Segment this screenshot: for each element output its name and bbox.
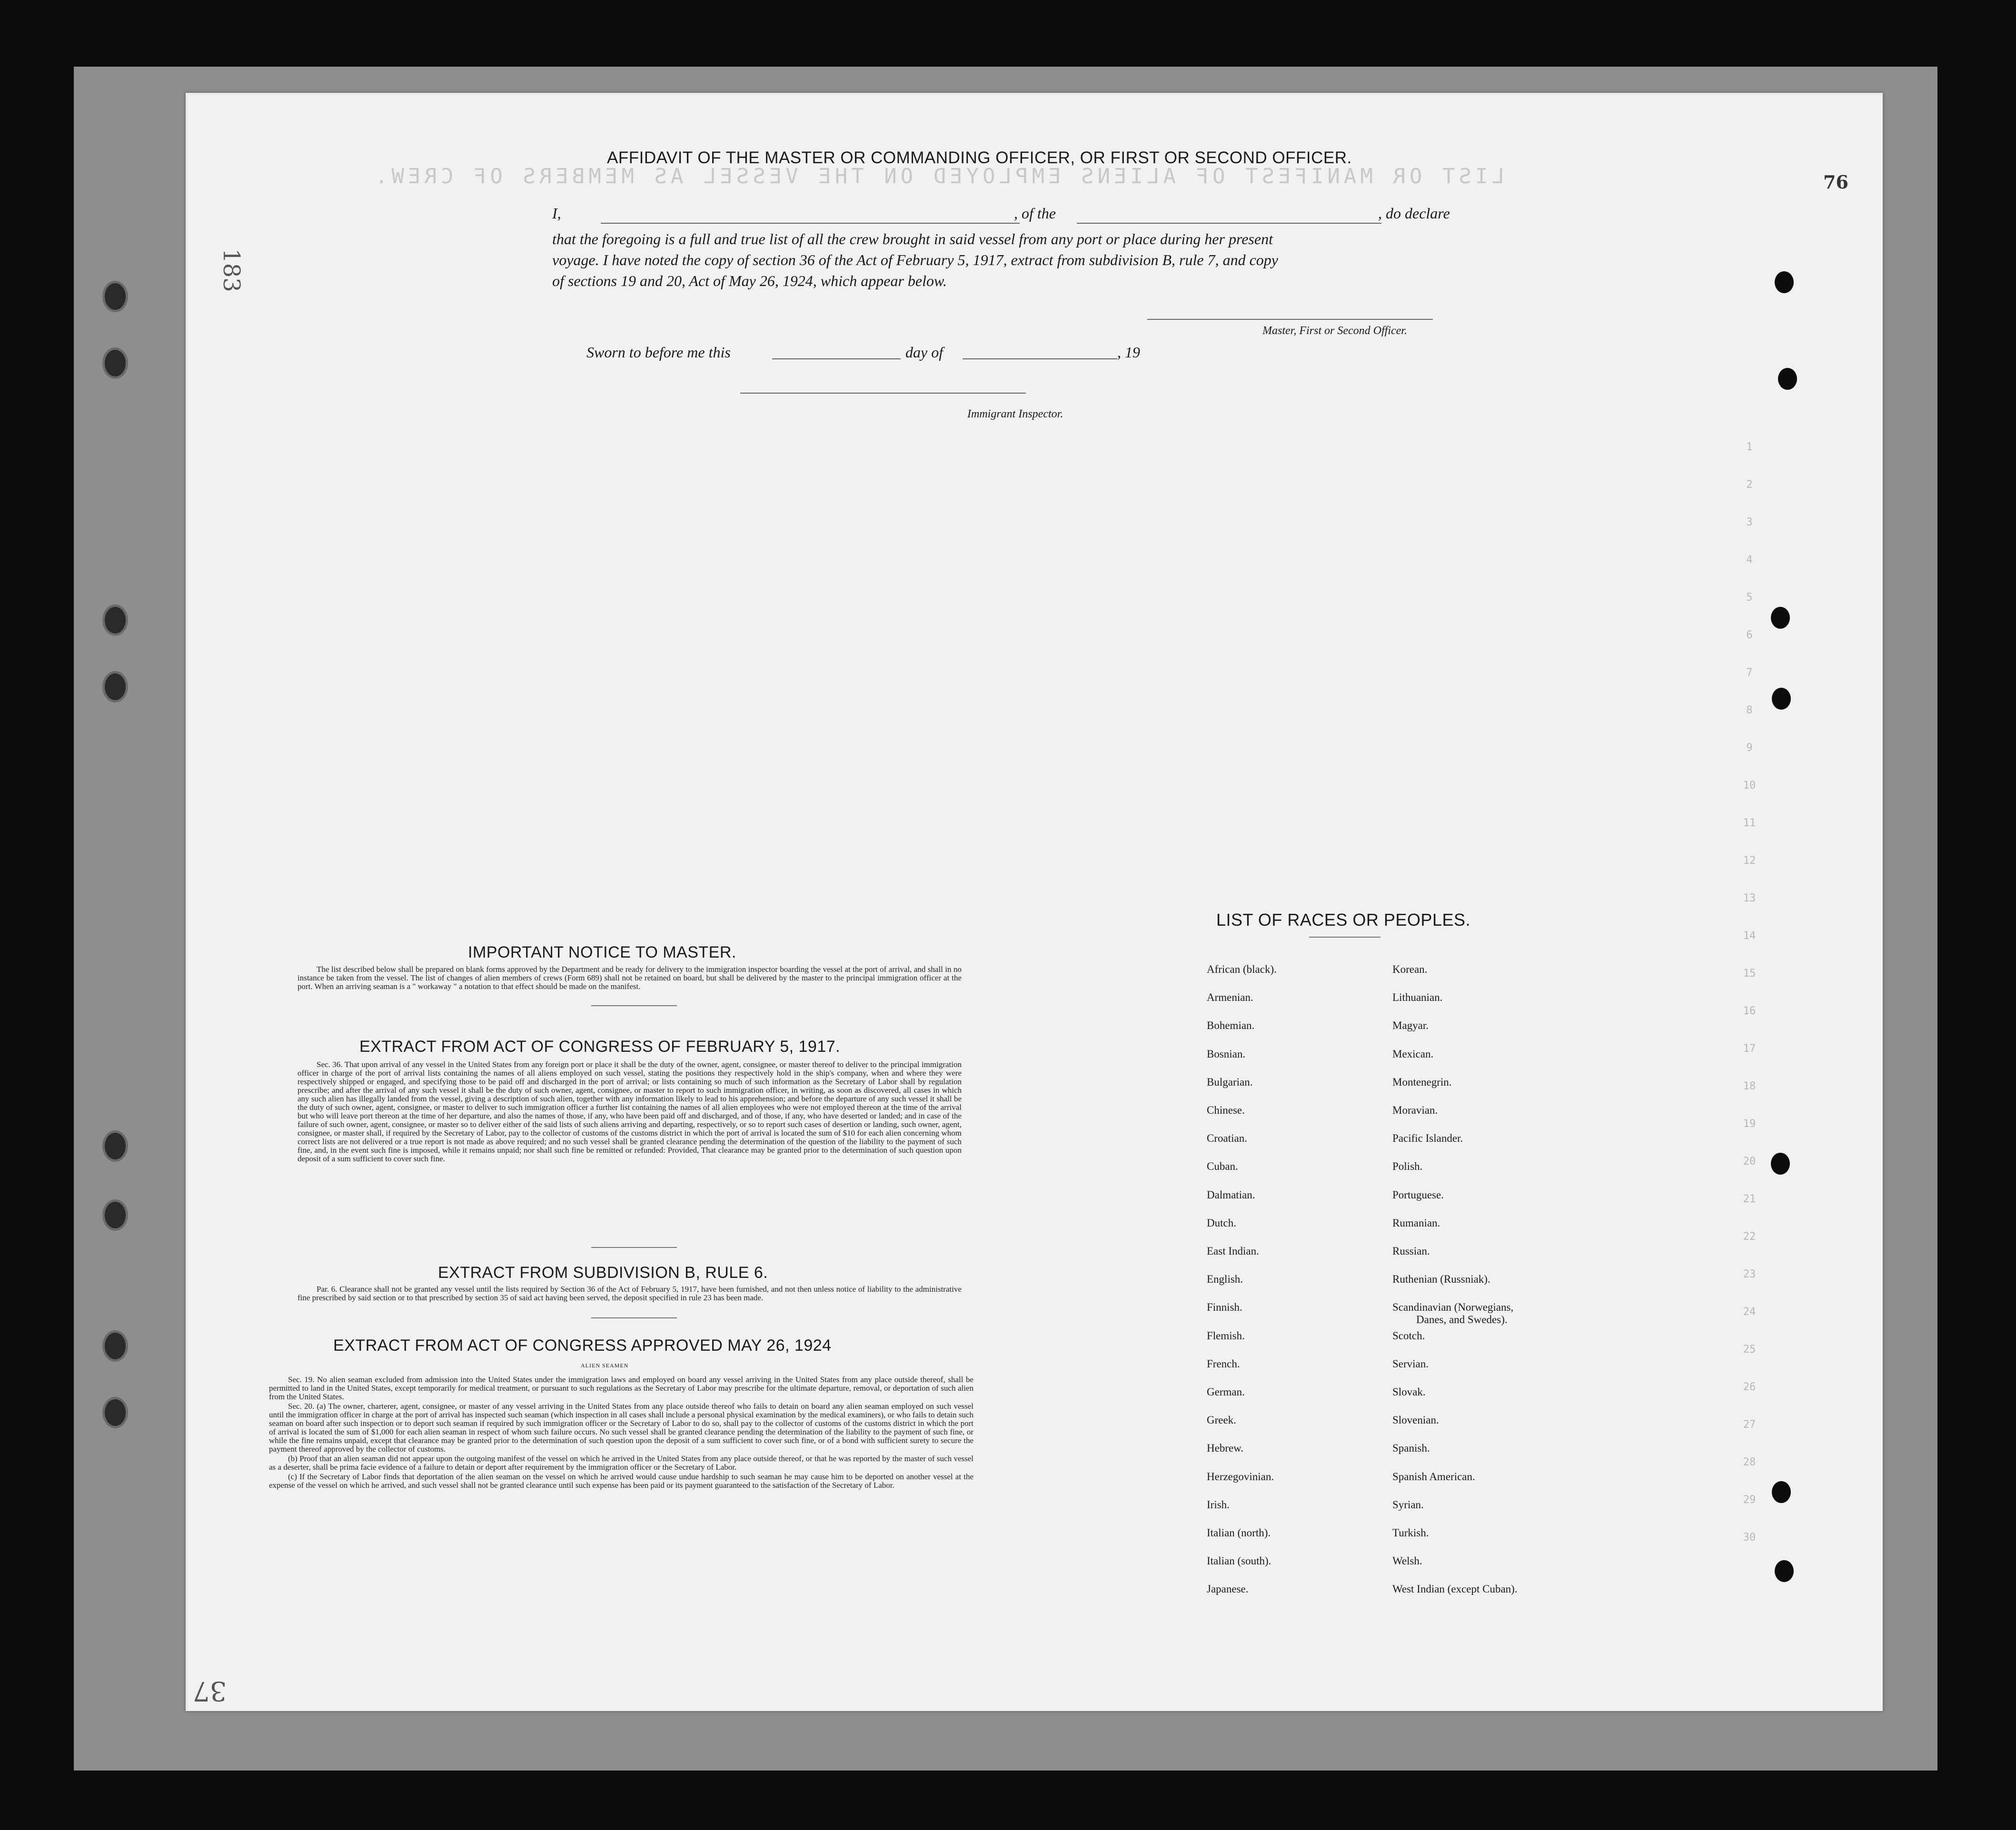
sec20b-text: (b) Proof that an alien seaman did not appear upon the outgoing manifest of the vessel on which he arrived in the United States from any place outside thereof, or that he was reported by the master of such vessel as a deserter, shall be prima facie evidence of a failure to detain or deport after requirement by the immigration officer or the Secretary of Labor. (269, 1454, 973, 1472)
sworn-month-blank[interactable] (963, 358, 1117, 359)
race-item: Dalmatian. (1207, 1188, 1255, 1201)
punch-hole (102, 1330, 128, 1362)
extract-1924-body (269, 1375, 973, 1491)
margin-number-left: 183 (218, 248, 245, 292)
bleed-through-row-number: 10 (1743, 780, 1756, 791)
bleed-through-row-number: 8 (1746, 704, 1753, 716)
of-the-label: , of the (1014, 205, 1056, 222)
race-item: Chinese. (1207, 1104, 1245, 1116)
divider (1309, 937, 1380, 938)
year-prefix: , 19 (1117, 344, 1140, 361)
bleed-through-row-number: 11 (1743, 817, 1756, 829)
bleed-through-row-number: 23 (1743, 1268, 1756, 1280)
bleed-through-row-number: 15 (1743, 968, 1756, 979)
race-item: Scotch. (1392, 1329, 1425, 1342)
bleed-through-row-number: 18 (1743, 1080, 1756, 1092)
bleed-through-row-number: 3 (1746, 516, 1753, 528)
race-item: French. (1207, 1357, 1240, 1370)
corner-number: 76 (1823, 171, 1848, 193)
race-item: Finnish. (1207, 1301, 1242, 1314)
race-item: Irish. (1207, 1498, 1230, 1511)
race-item: Bulgarian. (1207, 1076, 1253, 1088)
bleed-through-row-number: 17 (1743, 1043, 1756, 1055)
signature-line[interactable] (1147, 319, 1433, 320)
race-item: Cuban. (1207, 1160, 1238, 1173)
bleed-through-row-number: 29 (1743, 1494, 1756, 1506)
notice-title: IMPORTANT NOTICE TO MASTER. (468, 943, 736, 961)
margin-number-bottom: 37 (193, 1675, 227, 1706)
bleed-through-row-number: 2 (1746, 479, 1753, 491)
name-blank[interactable] (601, 223, 1020, 224)
vessel-blank[interactable] (1077, 223, 1381, 224)
race-item: Croatian. (1207, 1132, 1247, 1145)
race-item: Greek. (1207, 1414, 1236, 1426)
rule6-body (298, 1285, 962, 1303)
race-item: Moravian. (1392, 1104, 1438, 1116)
punch-hole (1771, 1153, 1790, 1175)
extract-1917-body (298, 1060, 962, 1164)
race-item: Slovenian. (1392, 1414, 1439, 1426)
bleed-through-row-number: 13 (1743, 892, 1756, 904)
race-item: Montenegrin. (1392, 1076, 1452, 1088)
sec20c-text: (c) If the Secretary of Labor finds that deportation of the alien seaman on the vessel on which he arrived would cause undue hardship to such seaman he may cause him to be deported on another vessel at the expense of the vessel on which he arrived, and such vessel shall not be granted clearance until such expense has been paid or its payment guaranteed to the satisfaction of the Secretary of Labor. (269, 1472, 973, 1490)
bleed-through-row-number: 7 (1746, 667, 1753, 679)
sworn-label: Sworn to before me this (586, 344, 731, 361)
race-item: Bosnian. (1207, 1048, 1246, 1060)
race-item: East Indian. (1207, 1245, 1259, 1257)
rule6-text: Par. 6. Clearance shall not be granted any vessel until the lists required by Section 36 of the Act of February 5, 1917, have been furnished, and not then unless notice of liability to the administrative fine prescribed by said section or to that prescribed by section 35 of said act having been served, the deposit specified in rule 23 has been made. (298, 1285, 962, 1302)
race-item: African (black). (1207, 963, 1277, 975)
race-item: Bohemian. (1207, 1019, 1255, 1032)
race-item: Armenian. (1207, 991, 1253, 1004)
race-item: Dutch. (1207, 1217, 1236, 1229)
race-item: Japanese. (1207, 1583, 1249, 1595)
notice-body (298, 965, 962, 992)
punch-hole (1772, 1481, 1791, 1503)
punch-hole (102, 347, 128, 379)
bleed-through-row-number: 27 (1743, 1419, 1756, 1431)
race-item: Russian. (1392, 1245, 1430, 1257)
race-item: Herzegovinian. (1207, 1470, 1274, 1483)
race-item: Mexican. (1392, 1048, 1434, 1060)
race-item: Flemish. (1207, 1329, 1245, 1342)
race-item: Magyar. (1392, 1019, 1429, 1032)
bleed-through-header: LIST OR MANIFEST OF ALIENS EMPLOYED ON THE VESSEL AS MEMBERS OF CREW. (371, 164, 1504, 188)
punch-hole (1772, 688, 1791, 710)
punch-hole (1775, 271, 1794, 293)
bleed-through-row-number: 21 (1743, 1193, 1756, 1205)
race-item: Italian (south). (1207, 1555, 1271, 1567)
races-title: LIST OF RACES OR PEOPLES. (1216, 910, 1470, 930)
race-item: Spanish. (1392, 1442, 1430, 1454)
race-item: Ruthenian (Russniak). (1392, 1273, 1490, 1286)
bleed-through-row-number: 5 (1746, 592, 1753, 603)
affidavit-line-3: voyage. I have noted the copy of section 36 of the Act of February 5, 1917, extract from subdivision B, rule 7, and copy (552, 251, 1278, 268)
bleed-through-row-number: 24 (1743, 1306, 1756, 1318)
inspector-line[interactable] (740, 393, 1026, 394)
extract-1924-title: EXTRACT FROM ACT OF CONGRESS APPROVED MAY 26, 1924 (333, 1336, 832, 1355)
race-item: West Indian (except Cuban). (1392, 1583, 1518, 1595)
race-item: German. (1207, 1386, 1245, 1398)
bleed-through-row-number: 25 (1743, 1344, 1756, 1355)
race-item: English. (1207, 1273, 1243, 1286)
race-item: Lithuanian. (1392, 991, 1443, 1004)
bleed-through-row-number: 12 (1743, 855, 1756, 867)
extract-1917-title: EXTRACT FROM ACT OF CONGRESS OF FEBRUARY 5, 1917. (359, 1038, 841, 1056)
rule6-title: EXTRACT FROM SUBDIVISION B, RULE 6. (438, 1264, 768, 1282)
affidavit-line-4: of sections 19 and 20, Act of May 26, 1924, which appear below. (552, 272, 947, 289)
race-item: Syrian. (1392, 1498, 1424, 1511)
bleed-through-row-number: 19 (1743, 1118, 1756, 1130)
divider (591, 1247, 677, 1248)
punch-hole (102, 604, 128, 636)
bleed-through-row-number: 16 (1743, 1005, 1756, 1017)
bleed-through-row-number: 9 (1746, 742, 1753, 754)
punch-hole (1771, 607, 1790, 629)
bleed-through-row-numbers (1733, 428, 1766, 1556)
extract-1917-text: Sec. 36. That upon arrival of any vessel in the United States from any foreign port or place it shall be the duty of the owner, agent, consignee, or master thereof to deliver to the principal immigration officer in charge of the port of arrival lists containing the names of all aliens employed on such vessel, stating the positions they respectively hold in the ship's company, when and where they were respectively shipped or engaged, and specifying those to be paid off and discharged in the port of arrival; or lists containing so much of such information as the Secretary of Labor shall by regulation prescribe; and after the arrival of any such vessel it shall be the duty of such owner, agent, consignee, or master to report to such immigration officer, in writing, as soon as discovered, all cases in which any such alien has illegally landed from the vessel, giving a description of such alien, together with any information likely to lead to his apprehension; and before the departure of any such vessel it shall be the duty of such owner, agent, consignee, or master to deliver to such immigration officer a further list containing the names of all alien employees who were not employed thereon at the time of the arrival but who will leave port thereon at the time of her departure, and also the names of those, if any, who have been paid off and discharged, and of those, if any, who have deserted or landed; and in case of the failure of such owner, agent, consignee, or master so to deliver either of the said lists of such aliens arriving and departing, respectively, or so to report such cases of desertion or landing, such owner, agent, consignee, or master shall, if required by the Secretary of Labor, pay to the collector of customs of the customs district in which the port of arrival is located the sum of $10 for each alien concerning whom correct lists are not delivered or a true report is not made as above required; and no such vessel shall be granted clearance pending the determination of the question of the liability to the payment of such fine, and, in the event such fine is imposed, while it remains unpaid; nor shall such fine be remitted or refunded: Provided, That clearance may be granted prior to the determination of such question upon deposit of a sum sufficient to cover such fine. (298, 1060, 962, 1163)
race-item: Korean. (1392, 963, 1428, 975)
sec19-text: Sec. 19. No alien seaman excluded from admission into the United States under the immigration laws and employed on board any vessel arriving in the United States from any place outside thereof, shall be permitted to land in the United States, except temporarily for medical treatment, or pursuant to such regulations as the Secretary of Labor may prescribe for the ultimate departure, removal, or deportation of such alien from the United States. (269, 1375, 973, 1401)
punch-hole (102, 281, 128, 312)
notice-text: The list described below shall be prepared on blank forms approved by the Department and be ready for delivery to the immigration inspector boarding the vessel at the port of arrival, and shall in no instance be taken from the vessel. The list of changes of alien members of crews (Form 689) shall not be retained on board, but shall be delivered by the master to the principal immigration officer at the port. When an arriving seaman is a " workaway " a notation to that effect should be made on the manifest. (298, 965, 962, 991)
punch-hole (102, 1397, 128, 1428)
bleed-through-row-number: 6 (1746, 629, 1753, 641)
race-item: Rumanian. (1392, 1217, 1440, 1229)
punch-hole (102, 671, 128, 702)
i-label: I, (552, 205, 561, 222)
divider (591, 1005, 677, 1006)
affidavit-title: AFFIDAVIT OF THE MASTER OR COMMANDING OFFICER, OR FIRST OR SECOND OFFICER. (607, 148, 1352, 167)
race-item: Portuguese. (1392, 1188, 1444, 1201)
bleed-through-row-number: 26 (1743, 1381, 1756, 1393)
day-of-label: day of (905, 344, 943, 361)
race-item: Italian (north). (1207, 1527, 1271, 1539)
bleed-through-row-number: 28 (1743, 1456, 1756, 1468)
race-item: Hebrew. (1207, 1442, 1244, 1454)
bleed-through-row-number: 22 (1743, 1231, 1756, 1243)
sworn-day-blank[interactable] (772, 358, 901, 359)
bleed-through-row-number: 30 (1743, 1532, 1756, 1543)
punch-hole (1778, 368, 1797, 390)
inspector-label: Immigrant Inspector. (967, 408, 1063, 420)
sec20a-text: Sec. 20. (a) The owner, charterer, agent, consignee, or master of any vessel arriving in the United States from any place outside thereof who fails to detain on board any alien seaman employed on such vessel until the immigration officer in charge at the port of arrival has inspected such seaman (which inspection in all cases shall include a personal physical examination by the medical examiners), or who fails to detain such seaman on board after such inspection or to deport such seaman if required by such immigration officer or the Secretary of Labor to do so, shall pay to the collector of customs of the customs district in which the port of arrival is located the sum of $1,000 for each alien seaman in respect of whom such failure occurs. No such vessel shall be granted clearance pending the determination of the liability to the payment of such fine, or while the fine remains unpaid, except that clearance may be granted prior to the determination of such question upon the deposit of a sum sufficient to cover such fine, or of a bond with sufficient surety to secure the payment thereof approved by the collector of customs. (269, 1402, 973, 1454)
race-item: Polish. (1392, 1160, 1423, 1173)
bleed-through-row-number: 1 (1746, 441, 1753, 453)
bleed-through-row-number: 20 (1743, 1156, 1756, 1167)
affidavit-line-2: that the foregoing is a full and true list of all the crew brought in said vessel from any port or place during her present (552, 230, 1273, 247)
punch-hole (102, 1199, 128, 1231)
extract-1924-subtitle: ALIEN SEAMEN (581, 1362, 629, 1369)
divider (591, 1317, 677, 1318)
affidavit-line-1 (552, 205, 561, 222)
race-item: Pacific Islander. (1392, 1132, 1463, 1145)
punch-hole (102, 1130, 128, 1162)
declare-label: , do declare (1378, 205, 1450, 222)
punch-hole (1775, 1560, 1794, 1582)
race-item: Slovak. (1392, 1386, 1426, 1398)
race-item: Servian. (1392, 1357, 1429, 1370)
signature-label: Master, First or Second Officer. (1262, 325, 1407, 337)
race-item: Spanish American. (1392, 1470, 1475, 1483)
bleed-through-row-number: 4 (1746, 554, 1753, 566)
race-item: Danes, and Swedes). (1416, 1314, 1508, 1326)
race-item: Welsh. (1392, 1555, 1422, 1567)
race-item: Scandinavian (Norwegians, (1392, 1301, 1514, 1314)
bleed-through-row-number: 14 (1743, 930, 1756, 942)
race-item: Turkish. (1392, 1527, 1429, 1539)
